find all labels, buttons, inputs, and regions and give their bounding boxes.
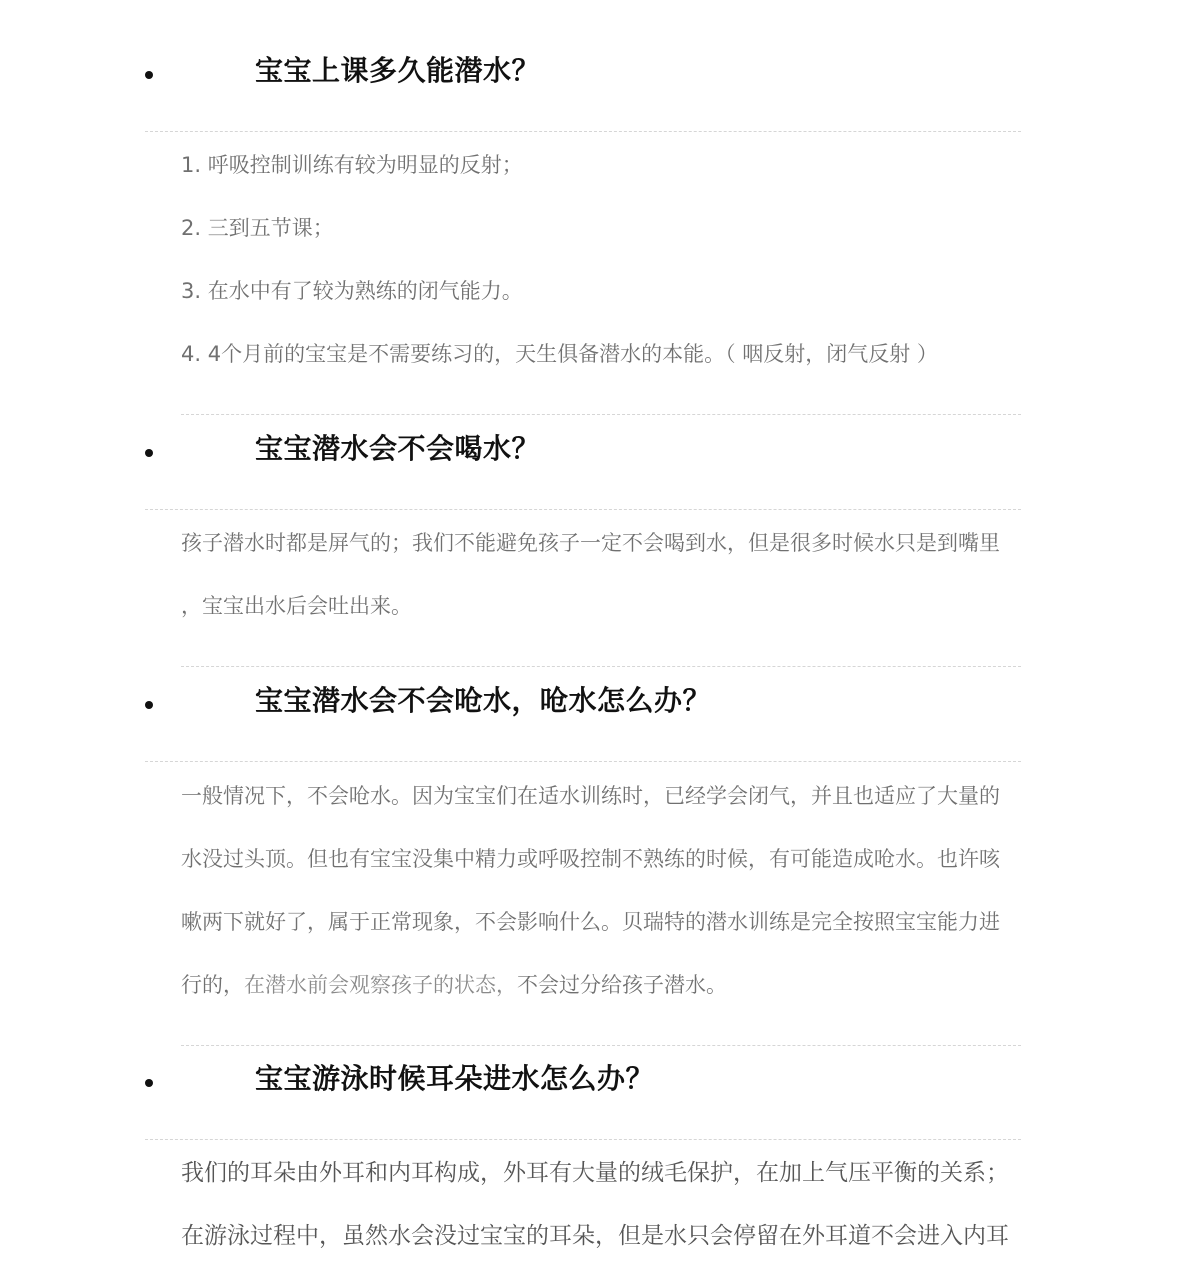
answer-line: 2. 三到五节课； xyxy=(181,216,334,240)
divider xyxy=(145,509,1021,510)
faq-question-2 xyxy=(145,431,1021,491)
answer-suffix: 不会过分给孩子潜水。 xyxy=(517,973,727,997)
question-text: 宝宝上课多久能潜水？ xyxy=(255,54,541,87)
answer-line: 嗽两下就好了，属于正常现象，不会影响什么。贝瑞特的潜水训练是完全按照宝宝能力进 xyxy=(181,910,1000,934)
answer-line-last xyxy=(181,971,727,999)
answer-line: 一般情况下，不会呛水。因为宝宝们在适水训练时，已经学会闭气，并且也适应了大量的 xyxy=(181,784,1000,808)
question-text: 宝宝潜水会不会呛水，呛水怎么办？ xyxy=(255,684,712,717)
answer-serif-part: 在潜水前会观察孩子的状态， xyxy=(244,973,517,997)
faq-question-3 xyxy=(145,683,1021,743)
divider xyxy=(181,1045,1021,1046)
answer-line: 4. 4个月前的宝宝是不需要练习的，天生俱备潜水的本能。（ 咽反射，闭气反射 ） xyxy=(181,342,938,366)
answer-line: 孩子潜水时都是屏气的；我们不能避免孩子一定不会喝到水，但是很多时候水只是到嘴里 xyxy=(181,531,1000,555)
question-text: 宝宝游泳时候耳朵进水怎么办？ xyxy=(255,1062,655,1095)
answer-line: 3. 在水中有了较为熟练的闭气能力。 xyxy=(181,279,523,303)
divider xyxy=(181,414,1021,415)
answer-line: 水没过头顶。但也有宝宝没集中精力或呼吸控制不熟练的时候，有可能造成呛水。也许咳 xyxy=(181,847,1000,871)
answer-prefix: 行的， xyxy=(181,973,244,997)
question-text: 宝宝潜水会不会喝水？ xyxy=(255,432,541,465)
divider xyxy=(181,666,1021,667)
divider xyxy=(145,761,1021,762)
answer-line: 在游泳过程中，虽然水会没过宝宝的耳朵，但是水只会停留在外耳道不会进入内耳 xyxy=(181,1223,1009,1249)
divider xyxy=(145,1139,1021,1140)
answer-line: 1. 呼吸控制训练有较为明显的反射； xyxy=(181,153,523,177)
answer-line: ，宝宝出水后会吐出来。 xyxy=(181,594,412,618)
answer-line: 我们的耳朵由外耳和内耳构成，外耳有大量的绒毛保护，在加上气压平衡的关系； xyxy=(181,1160,1009,1186)
divider xyxy=(145,131,1021,132)
faq-question-1 xyxy=(145,53,1021,113)
faq-question-4 xyxy=(145,1061,1021,1121)
